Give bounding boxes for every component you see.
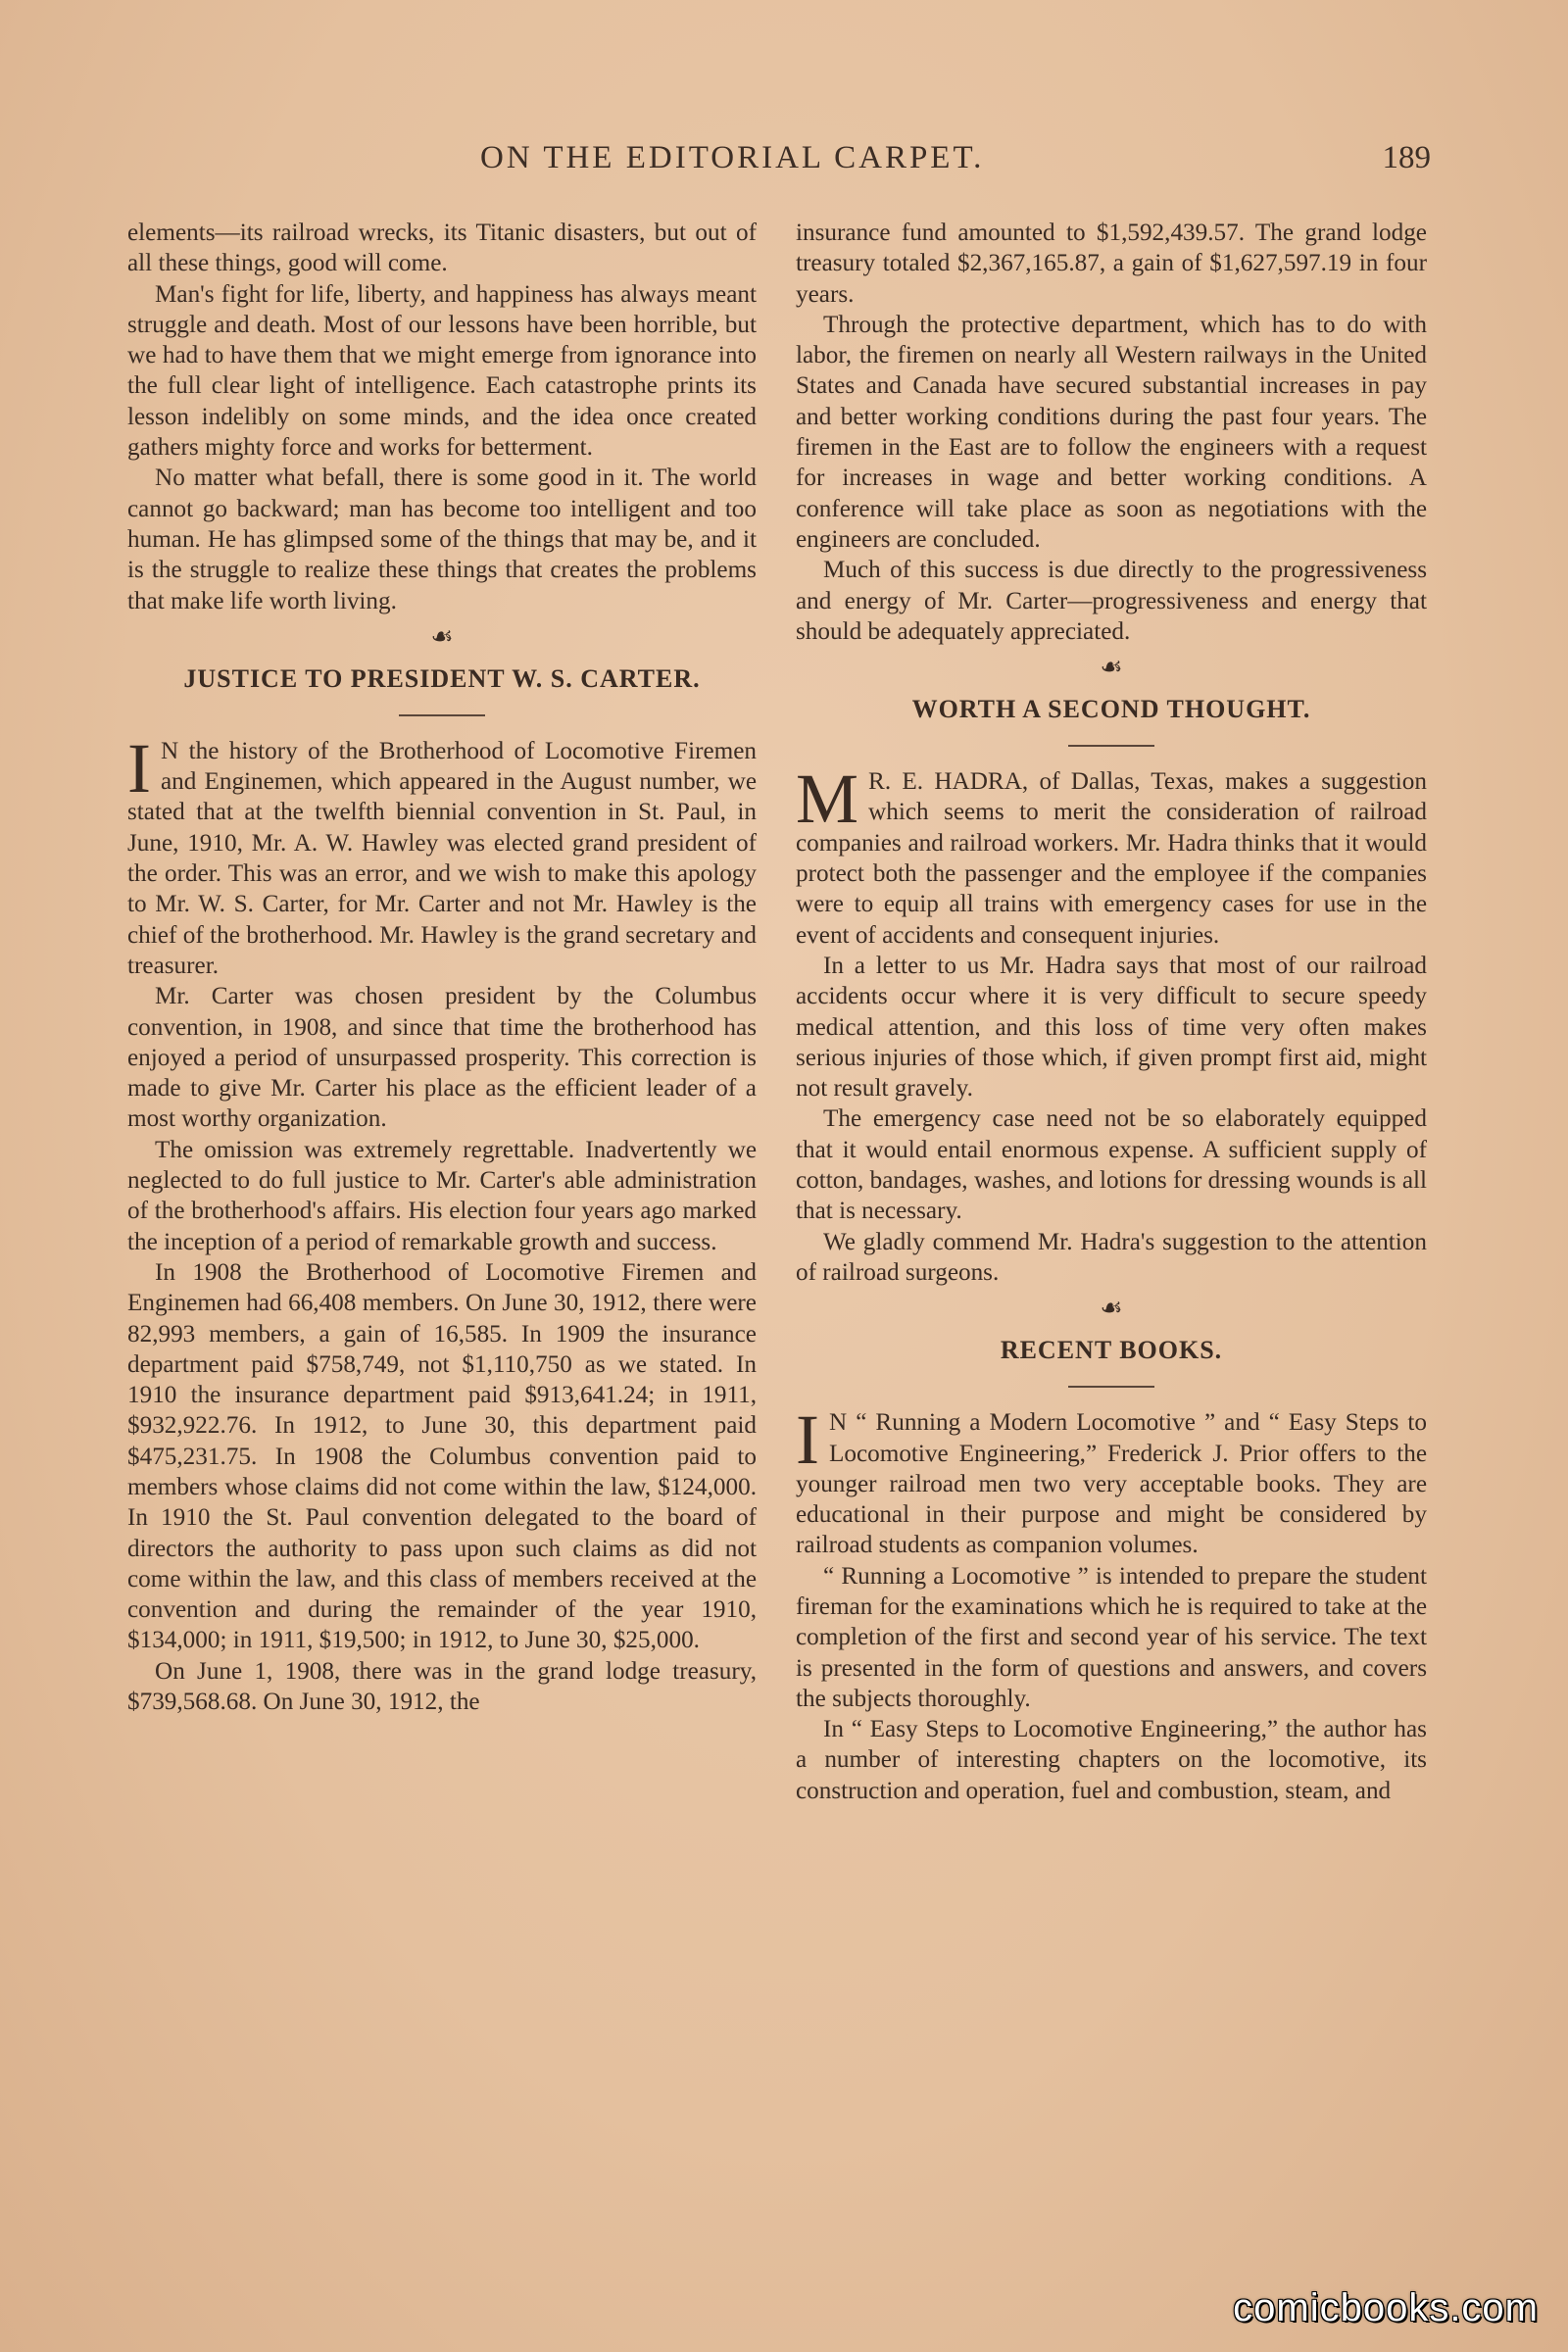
running-head-title: ON THE EDITORIAL CARPET.: [480, 140, 985, 175]
page-number: 189: [1382, 140, 1431, 175]
site-watermark: comicbooks.com: [1233, 2286, 1539, 2329]
section-separator-ornament: ☙: [1100, 653, 1123, 682]
drop-cap: I: [127, 728, 151, 808]
paragraph: elements—its railroad wrecks, its Titanic disasters, but out of all these things, good will come.: [127, 220, 757, 277]
article-heading-recent-books: RECENT BOOKS.: [1000, 1336, 1223, 1365]
section-separator-ornament: ☙: [1100, 1294, 1123, 1323]
article-heading-worth: WORTH A SECOND THOUGHT.: [911, 695, 1311, 724]
paragraph: In “ Easy Steps to Locomotive Engineering,” the author has a number of interesting chapters on the locomotive, its construction and operation, fuel and combustion, steam, and: [796, 1716, 1427, 1804]
heading-rule: [399, 714, 485, 716]
left-column: [127, 218, 757, 1717]
heading-rule: [1068, 1386, 1154, 1388]
paragraph: No matter what befall, there is some good in it. The world cannot go backward; man has become too intelligent and too human. He has glimpsed some of the things that may be, and it is the struggle to realize these things that creates the problems that make life worth living.: [127, 465, 757, 614]
paragraph-with-dropcap: [796, 1400, 1427, 1560]
paragraph-with-dropcap: [127, 728, 757, 981]
paragraph-text: N the history of the Brotherhood of Locomotive Firemen and Enginemen, which appeared in the August number, we stated that at the twelfth biennial convention in St. Paul, in June, 1910, Mr. A. W. Hawley was elected grand president of the order. This was an error, and we wish to make this apology to Mr. W. S. Carter, for Mr. Carter and not Mr. Hawley is the chief of the brotherhood. Mr. Hawley is the grand secretary and treasurer.: [127, 737, 757, 979]
paragraph: Much of this success is due directly to the progressiveness and energy of Mr. Carter—progressiveness and energy that should be adequately appreciated.: [796, 557, 1427, 645]
section-separator-ornament: ☙: [430, 621, 454, 651]
paragraph: Mr. Carter was chosen president by the Columbus convention, in 1908, and since that time the brotherhood has enjoyed a period of unsurpassed prosperity. This correction is made to give Mr. Carter his place as the efficient leader of a most worthy organization.: [127, 983, 757, 1133]
paragraph: The emergency case need not be so elaborately equipped that it would entail enormous expense. A sufficient supply of cotton, bandages, washes, and lotions for dressing wounds is all that is necessary.: [796, 1105, 1427, 1225]
drop-cap: I: [796, 1400, 819, 1480]
right-column: [796, 218, 1427, 1806]
paragraph: We gladly commend Mr. Hadra's suggestion to the attention of railroad surgeons.: [796, 1228, 1427, 1286]
paragraph: Through the protective department, which has to do with labor, the firemen on nearly all Western railways in the United States and Canada have secured substantial increases in pay and better working conditions during the past four years. The firemen in the East are to follow the engineers with a request for increases in wage and better working conditions. A conference will take place as soon as negotiations with the engineers are concluded.: [796, 311, 1427, 553]
heading-rule: [1068, 745, 1154, 747]
paragraph-text: R. E. HADRA, of Dallas, Texas, makes a suggestion which seems to merit the consideration of railroad companies and railroad workers. Mr. Hadra thinks that it would protect both the passenger and the employee if the companies were to equip all trains with emergency cases for use in the event of accidents and consequent injuries.: [796, 768, 1427, 949]
paragraph-with-dropcap: [796, 760, 1427, 951]
paragraph: Man's fight for life, liberty, and happiness has always meant struggle and death. Most of our lessons have been horrible, but we had to have them that we might emerge from ignorance into the full clear light of intelligence. Each catastrophe prints its lesson indelibly on some minds, and the idea once created gathers mighty force and works for betterment.: [127, 280, 757, 462]
paragraph: On June 1, 1908, there was in the grand lodge treasury, $739,568.68. On June 30, 1912, the: [127, 1657, 757, 1716]
paragraph: In 1908 the Brotherhood of Locomotive Firemen and Enginemen had 66,408 members. On June 30, 1912, there were 82,993 members, a gain of 16,585. In 1909 the insurance department paid $758,749, not $1,110,750 as we stated. In 1910 the insurance department paid $913,641.24; in 1911, $932,922.76. In 1912, to June 30, this department paid $475,231.75. In 1908 the Columbus convention paid to members whose claims did not come within the law, $124,000. In 1910 the St. Paul convention delegated to the board of directors the authority to pass upon such claims as did not come within the law, and this class of members received at the convention and during the remainder of the year 1910, $134,000; in 1911, $19,500; in 1912, to June 30, $25,000.: [127, 1258, 757, 1654]
paragraph: “ Running a Locomotive ” is intended to prepare the student fireman for the examinations which he is required to take at the completion of the first and second year of his service. The text is presented in the form of questions and answers, and covers the subjects thoroughly.: [796, 1562, 1427, 1712]
paragraph: The omission was extremely regrettable. Inadvertently we neglected to do full justice to Mr. Carter's able administration of the brotherhood's affairs. His election four years ago marked the inception of a period of remarkable growth and success.: [127, 1136, 757, 1255]
paragraph: insurance fund amounted to $1,592,439.57. The grand lodge treasury totaled $2,367,165.87, a gain of $1,627,597.19 in four years.: [796, 220, 1427, 308]
article-heading-justice: JUSTICE TO PRESIDENT W. S. CARTER.: [183, 663, 701, 693]
paragraph: In a letter to us Mr. Hadra says that most of our railroad accidents occur where it is very difficult to secure speedy medical attention, and this loss of time very often makes serious injuries of those which, if given prompt first aid, might not result gravely.: [796, 952, 1427, 1102]
drop-cap: M: [796, 760, 859, 839]
paragraph-text: N “ Running a Modern Locomotive ” and “ Easy Steps to Locomotive Engineering,” Frederick J. Prior offers to the younger railroad men two very acceptable books. They are educational in their purpose and might be considered by railroad students as companion volumes.: [796, 1409, 1427, 1559]
